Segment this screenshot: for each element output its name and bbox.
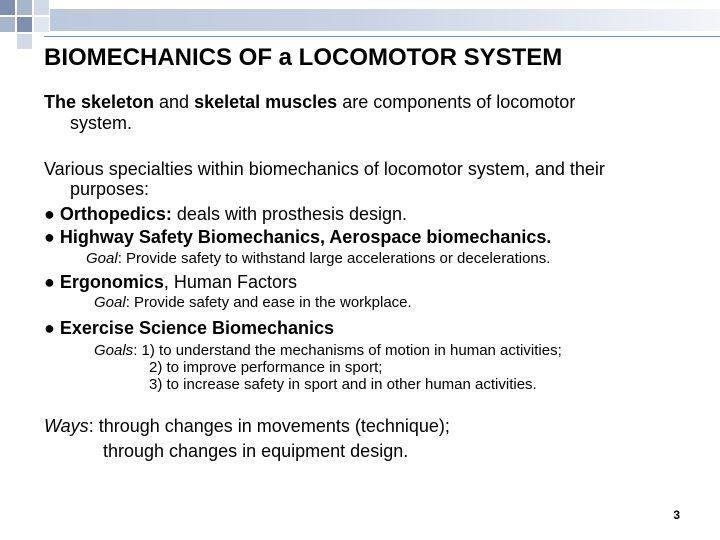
- highway-goal: [86, 250, 550, 267]
- bullet-icon: ●: [44, 272, 55, 292]
- ergonomics-goal-text: : Provide safety and ease in the workplace.: [125, 294, 412, 311]
- ergonomics-label: Ergonomics: [59, 272, 164, 292]
- decor-square-5: [17, 17, 32, 32]
- ergonomics-goal-label: Goal: [94, 294, 126, 311]
- exercise-goals-label: Goals: [94, 342, 134, 359]
- exercise-goal-1: [94, 342, 562, 359]
- ways-text-1: : through changes in movements (technique);: [88, 416, 450, 436]
- intro-bold-skeleton: The skeleton: [44, 92, 155, 112]
- orthopedics-label: Orthopedics:: [59, 204, 172, 224]
- ergonomics-text: , Human Factors: [163, 272, 297, 292]
- header-bar: [50, 9, 720, 31]
- exercise-goal-1-text: : 1) to understand the mechanisms of motion in human activities;: [133, 342, 562, 359]
- specialties-line-1: Various specialties within biomechanics of locomotor system, and their: [44, 159, 605, 179]
- ways-line-2: through changes in equipment design.: [103, 441, 409, 461]
- exercise-goal-2: 2) to improve performance in sport;: [149, 359, 383, 376]
- exercise-label: Exercise Science Biomechanics: [59, 318, 335, 338]
- intro-line-2: system.: [70, 113, 133, 133]
- header-rule: [44, 36, 720, 37]
- bullet-highway: [44, 227, 551, 248]
- decor-square-2: [17, 0, 32, 15]
- bullet-ergonomics: [44, 272, 297, 293]
- bullet-icon: ●: [44, 318, 55, 338]
- ergonomics-goal: [94, 294, 412, 311]
- page-number: 3: [673, 508, 680, 522]
- decor-square-3: [34, 0, 49, 15]
- intro-line-1: [44, 92, 575, 113]
- bullet-icon: ●: [44, 204, 55, 224]
- intro-bold-muscles: skeletal muscles: [194, 92, 338, 112]
- decor-square-6: [34, 17, 49, 32]
- slide-title: BIOMECHANICS OF a LOCOMOTOR SYSTEM: [44, 44, 563, 71]
- intro-text-2: are components of locomotor: [337, 92, 576, 112]
- orthopedics-text: deals with prosthesis design.: [171, 204, 408, 224]
- decor-square-1: [0, 0, 15, 15]
- decor-square-4: [0, 17, 15, 32]
- bullet-exercise: [44, 318, 334, 339]
- intro-text-1: and: [154, 92, 195, 112]
- highway-goal-text: : Provide safety to withstand large accelerations or decelerations.: [117, 250, 551, 267]
- exercise-goal-3: 3) to increase safety in sport and in other human activities.: [149, 376, 537, 393]
- ways-label: Ways: [44, 416, 89, 436]
- bullet-icon: ●: [44, 227, 55, 247]
- specialties-line-2: purposes:: [70, 179, 150, 199]
- bullet-orthopedics: [44, 204, 407, 225]
- decor-square-7: [17, 34, 32, 49]
- highway-label: Highway Safety Biomechanics, Aerospace biomechanics.: [59, 227, 552, 247]
- highway-goal-label: Goal: [86, 250, 118, 267]
- ways-line-1: [44, 416, 450, 437]
